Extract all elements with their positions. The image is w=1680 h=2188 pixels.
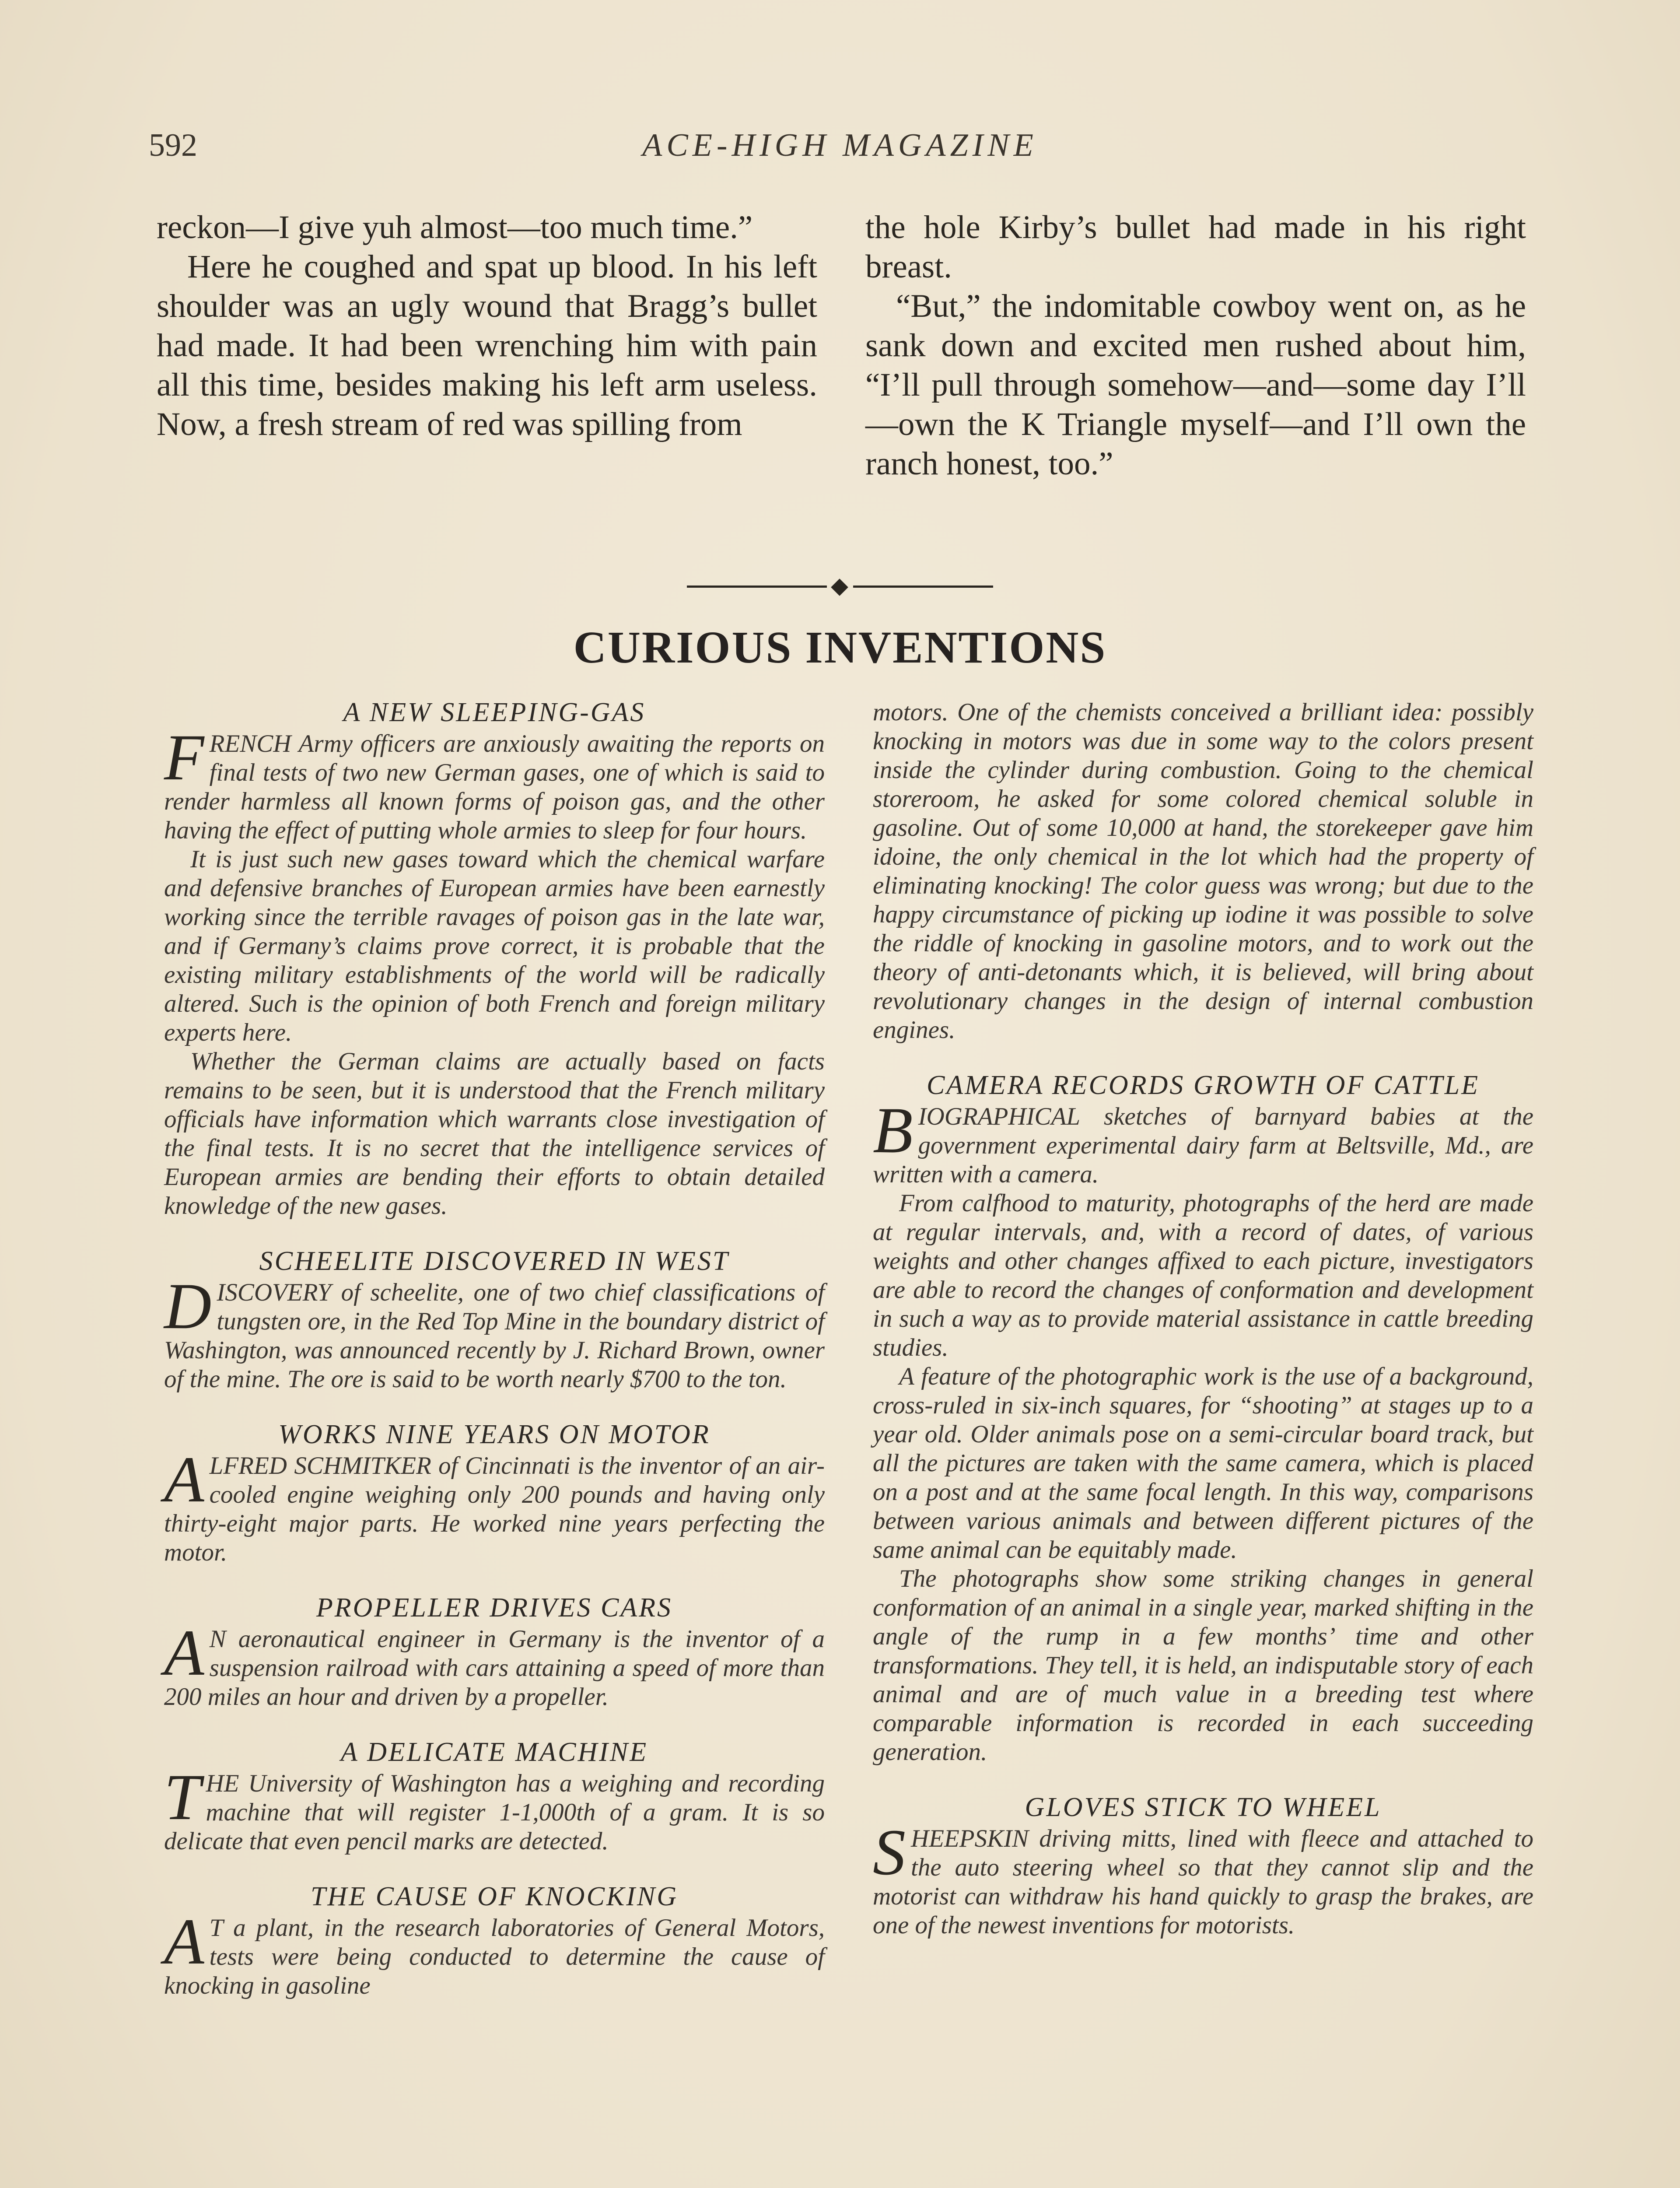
article-heading: PROPELLER DRIVES CARS bbox=[316, 1593, 673, 1623]
lead-text: RENCH Army officers are anxiously awaiting the reports on final tests of two new German gases, one of which is said to render harmless all known forms of poison gas, and the other having the effect of putting whole armies to sleep for four hours. bbox=[164, 730, 825, 844]
story-paragraph: reckon—I give yuh almost—too much time.” bbox=[157, 209, 753, 245]
lead-text: HEEPSKIN driving mitts, lined with fleece and attached to the auto steering wheel so that they cannot slip and the motorist can withdraw his hand quickly to grasp the brakes, are one of the newest inventions for motorists. bbox=[873, 1825, 1533, 1939]
drop-cap: S bbox=[873, 1816, 906, 1889]
inventions-columns bbox=[164, 698, 1533, 2188]
article-lead bbox=[164, 1270, 825, 1394]
article-lead bbox=[164, 1761, 825, 1856]
magazine-title: ACE-HIGH MAGAZINE bbox=[642, 127, 1038, 163]
divider-rule bbox=[687, 578, 993, 595]
story-paragraph: “But,” the indomitable cowboy went on, as he sank down and excited men rushed about him, “I’ll pull through somehow—and—some day I’ll—own the K Triangle myself—and I’ll own the ranch honest, too.” bbox=[865, 288, 1526, 482]
page-header bbox=[149, 127, 1531, 175]
article-paragraph: Whether the German claims are actually based on facts remains to be seen, but it is understood that the French military officials have information which warrants close investigation of the final tests. It is no secret that the intelligence services of European armies are bending their efforts to obtain detailed knowledge of the new gases. bbox=[164, 1048, 825, 1220]
drop-cap: D bbox=[164, 1270, 212, 1343]
article bbox=[164, 698, 825, 1220]
lead-text: IOGRAPHICAL sketches of barnyard babies at the government experimental dairy farm at Beltsville, Md., are written with a camera. bbox=[873, 1103, 1533, 1188]
drop-cap: A bbox=[164, 1616, 204, 1689]
article-paragraph: The photographs show some striking changes in general conformation of an animal in a single year, marked shifting in the angle of the rump in a few months’ time and other transformations. They tell, it is held, an indisputable story of each animal and are of much value in a breeding test where comparable information is recorded in each succeeding generation. bbox=[873, 1565, 1533, 1766]
article-lead bbox=[164, 1616, 825, 1711]
lead-text: LFRED SCHMITKER of Cincinnati is the inventor of an air-cooled engine weighing only 200 pounds and having only thirty-eight major parts. He worked nine years perfecting the motor. bbox=[164, 1452, 825, 1566]
drop-cap: B bbox=[873, 1094, 913, 1167]
article bbox=[873, 1071, 1533, 1767]
page-number: 592 bbox=[149, 127, 197, 163]
drop-cap: T bbox=[164, 1761, 201, 1834]
story-paragraph: the hole Kirby’s bullet had made in his right breast. bbox=[865, 209, 1526, 285]
article bbox=[164, 1247, 825, 1394]
lead-text: T a plant, in the research laboratories of General Motors, tests were being conducted to determine the cause of knocking in gasoline bbox=[164, 1914, 825, 1999]
article-lead bbox=[164, 1443, 825, 1567]
article-paragraph: A feature of the photographic work is the use of a background, cross-ruled in six-inch squares, for “shooting” at stages up to a year old. Older animals pose on a semi-circular board track, but all the pictures are taken with the same camera, which is placed on a post and at the same focal length. In this way, comparisons between various animals and between different pictures of the same animal can be equitably made. bbox=[873, 1363, 1533, 1564]
article-paragraph: It is just such new gases toward which the chemical warfare and defensive branches of European armies have been earnestly working since the terrible ravages of poison gas in the late war, and if Germany’s claims prove correct, it is probable that the existing military establishments of the world will be radically altered. Such is the opinion of both French and foreign military experts here. bbox=[164, 845, 825, 1046]
drop-cap: A bbox=[164, 1905, 204, 1978]
article-heading: WORKS NINE YEARS ON MOTOR bbox=[278, 1420, 710, 1449]
article bbox=[164, 1738, 825, 1856]
article-heading: A NEW SLEEPING-GAS bbox=[343, 698, 646, 727]
article-heading: GLOVES STICK TO WHEEL bbox=[1025, 1792, 1382, 1822]
article-lead bbox=[164, 1905, 825, 2000]
lead-text: N aeronautical engineer in Germany is the inventor of a suspension railroad with cars attaining a speed of more than 200 miles an hour and driven by a propeller. bbox=[164, 1625, 825, 1711]
drop-cap: A bbox=[164, 1443, 204, 1516]
lead-text: ISCOVERY of scheelite, one of two chief classifications of tungsten ore, in the Red Top Mine in the boundary district of Washington, was announced recently by J. Richard Brown, owner of the mine. The ore is said to be worth nearly $700 to the ton. bbox=[164, 1279, 825, 1393]
article-heading: THE CAUSE OF KNOCKING bbox=[310, 1882, 679, 1911]
article-continuation bbox=[873, 698, 1533, 1045]
article-heading: A DELICATE MACHINE bbox=[340, 1737, 648, 1767]
story-column-left bbox=[157, 208, 817, 540]
article bbox=[873, 1793, 1533, 1940]
inventions-column-right bbox=[873, 698, 1533, 2188]
drop-cap: F bbox=[164, 721, 204, 794]
article-heading: SCHEELITE DISCOVERED IN WEST bbox=[259, 1246, 730, 1276]
article-lead bbox=[873, 1816, 1533, 1940]
section-title: CURIOUS INVENTIONS bbox=[573, 622, 1107, 673]
article-heading: CAMERA RECORDS GROWTH OF CATTLE bbox=[926, 1070, 1480, 1100]
inventions-column-left bbox=[164, 698, 825, 2188]
diamond-ornament-icon bbox=[831, 579, 848, 596]
story-ending bbox=[157, 208, 1526, 540]
continuation-text: motors. One of the chemists conceived a brilliant idea: possibly knocking in motors was due in some way to the colors present inside the cylinder during combustion. Going to the chemical storeroom, he asked for some colored chemical soluble in gasoline. Out of some 10,000 at hand, the storekeeper gave him idoine, the only chemical in the lot which had the property of eliminating knocking! The color guess was wrong; but due to the happy circumstance of picking up iodine it was possible to solve the riddle of knocking in gasoline motors, and to work out the theory of anti-detonants which, it is believed, will bring about revolutionary changes in the design of internal combustion engines. bbox=[873, 698, 1533, 1044]
story-paragraph: Here he coughed and spat up blood. In his left shoulder was an ugly wound that Bragg’s bullet had made. It had been wrenching him with pain all this time, besides making his left arm useless. Now, a fresh stream of red was spilling from bbox=[157, 249, 817, 442]
article bbox=[164, 1882, 825, 2000]
article-paragraph: From calfhood to maturity, photographs of the herd are made at regular intervals, and, with a record of dates, of various weights and other changes affixed to each picture, investigators are able to record the changes of conformation and development in such a way as to provide material assistance in cattle breeding studies. bbox=[873, 1189, 1533, 1361]
story-column-right bbox=[865, 208, 1526, 540]
lead-text: HE University of Washington has a weighing and recording machine that will register 1-1,000th of a gram. It is so delicate that even pencil marks are detected. bbox=[164, 1770, 825, 1855]
article bbox=[164, 1420, 825, 1567]
article-lead bbox=[873, 1094, 1533, 1189]
article-lead bbox=[164, 721, 825, 845]
article bbox=[164, 1593, 825, 1711]
